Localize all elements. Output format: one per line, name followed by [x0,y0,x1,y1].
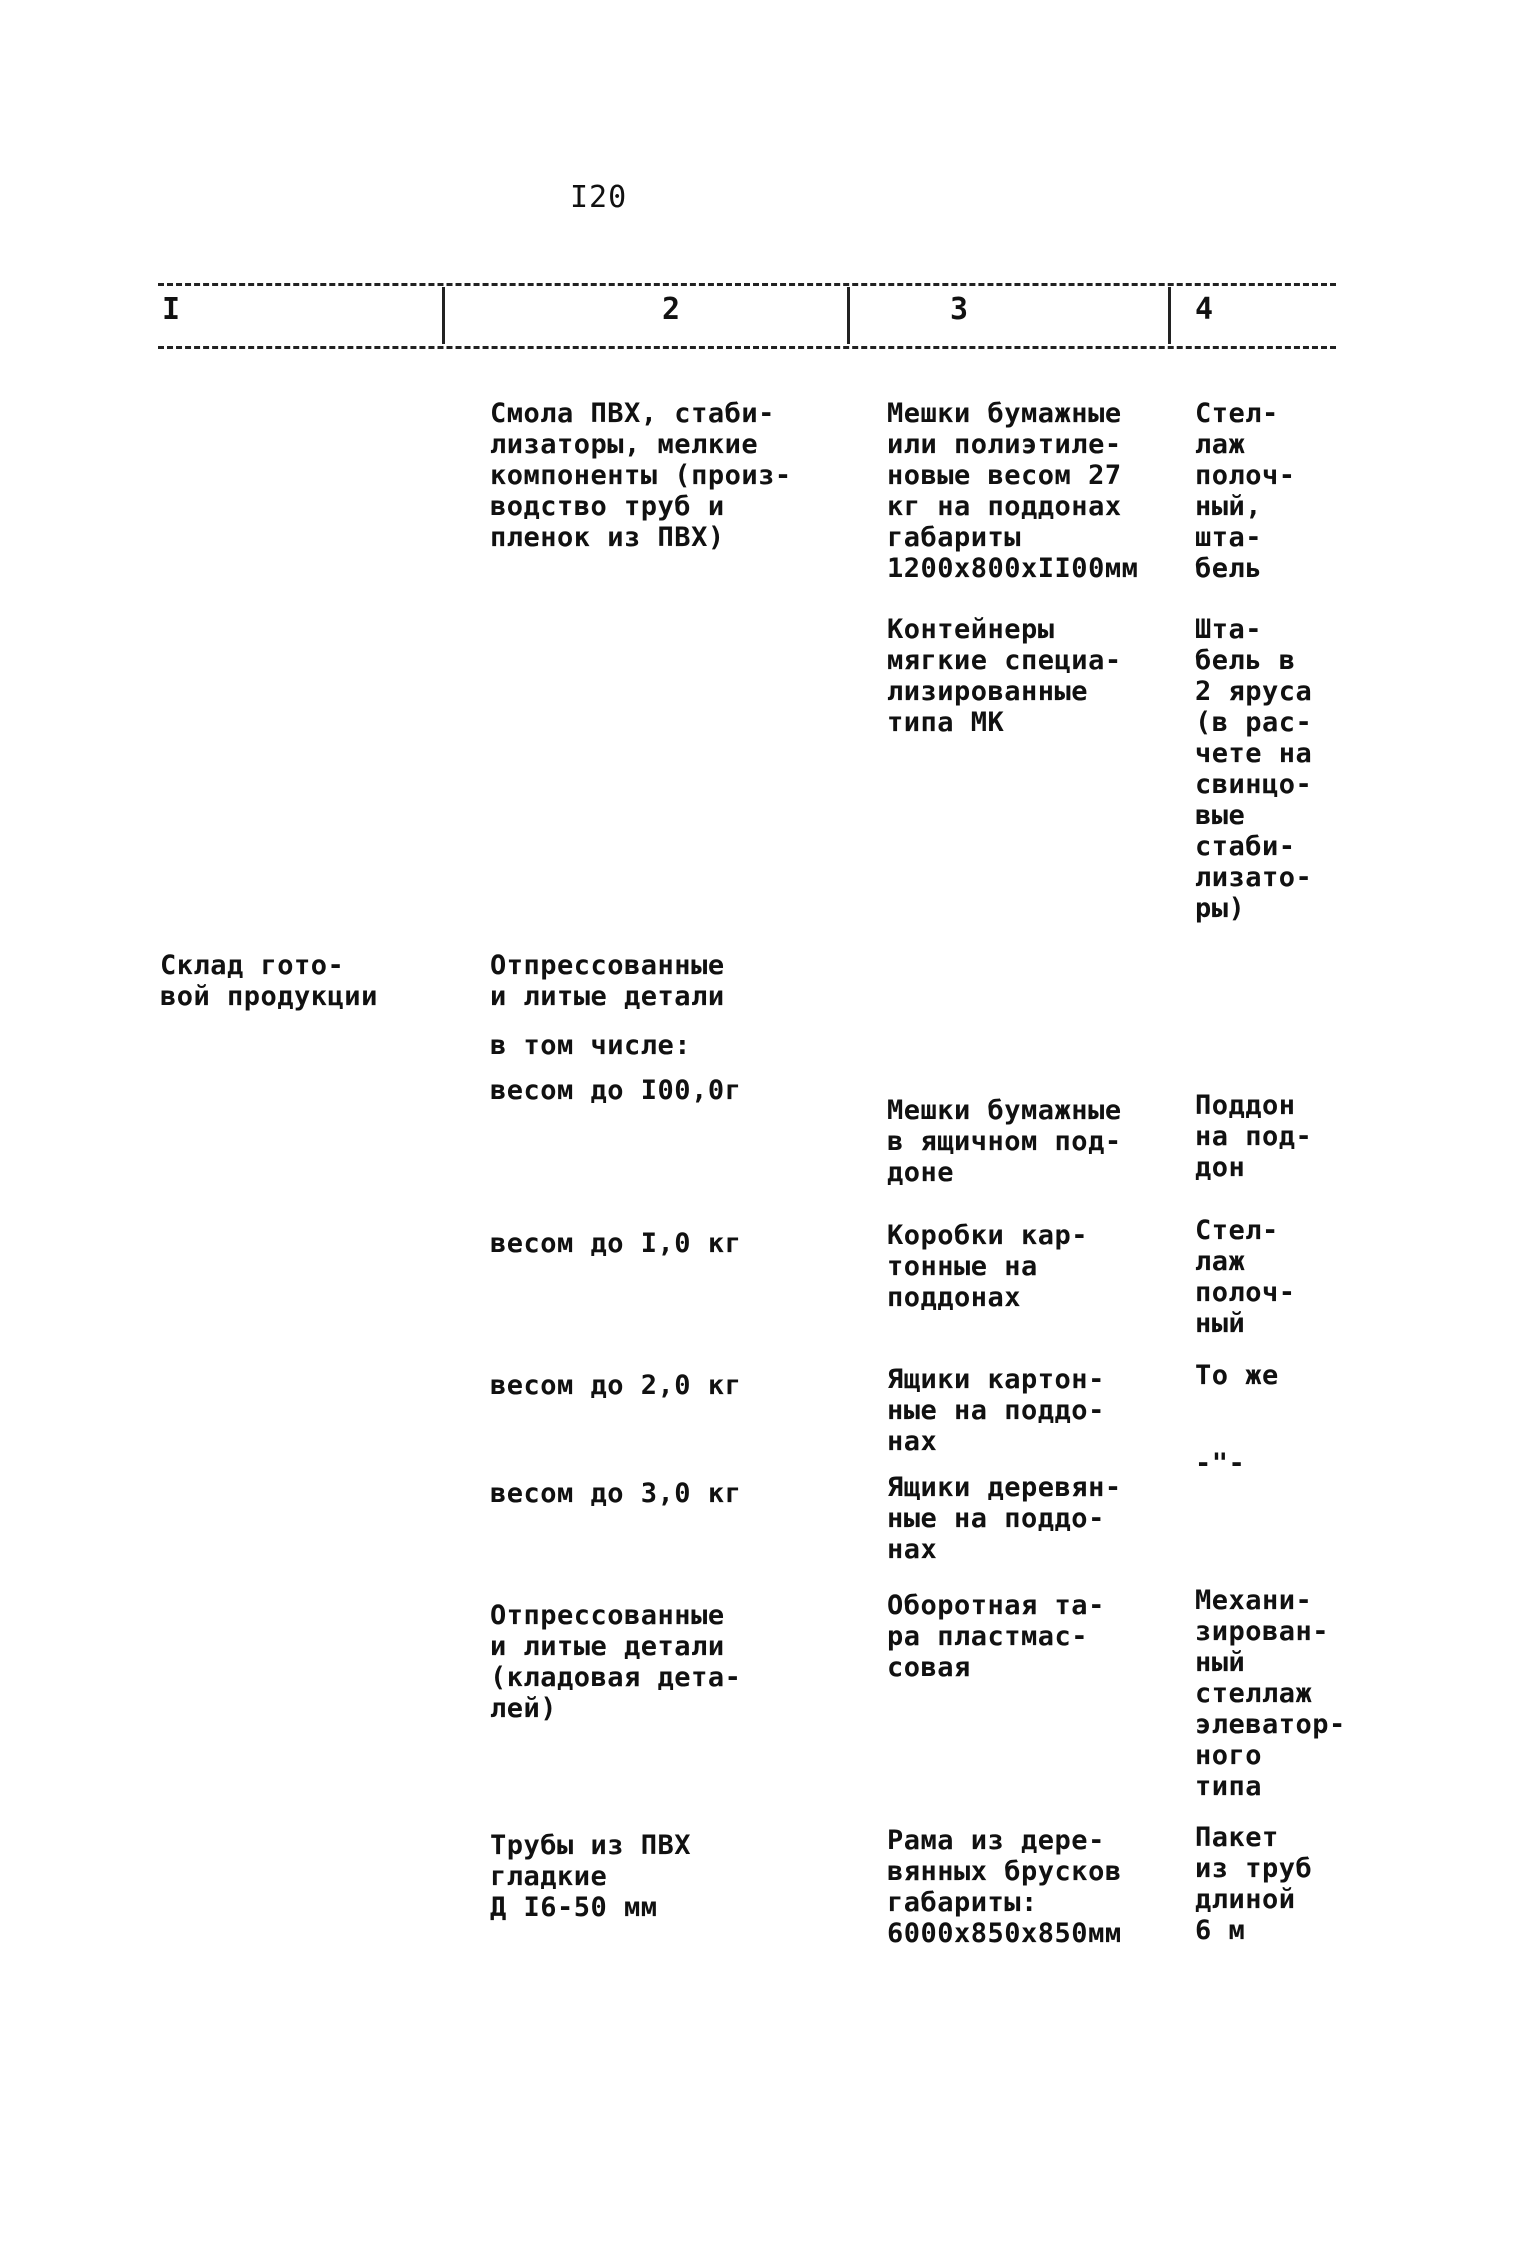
table-cell-storage: Шта- бель в 2 яруса (в рас- чете на свинцо- вые стаби- лизато- ры) [1195,614,1313,924]
column-separator [442,287,445,344]
table-cell-packaging: Ящики картон- ные на поддо- нах [887,1364,1105,1457]
table-cell-subheading: в том числе: [490,1030,692,1061]
table-cell-storage: Пакет из труб длиной 6 м [1195,1822,1313,1946]
table-cell-storage: Механи- зирован- ный стеллаж элеватор- ного типа [1195,1585,1346,1802]
table-header-bottom-rule [158,346,1336,349]
column-header-4: 4 [1195,292,1214,327]
column-header-3: 3 [950,292,969,327]
table-cell-packaging: Мешки бумажные в ящичном под- доне [887,1095,1122,1188]
table-cell-storage: Стел- лаж полоч- ный, шта- бель [1195,398,1296,584]
table-cell-material: Трубы из ПВХ гладкие Д I6-50 мм [490,1830,692,1923]
table-cell-packaging: Оборотная та- ра пластмас- совая [887,1590,1105,1683]
table-cell-packaging: Контейнеры мягкие специа- лизированные типа МК [887,614,1122,738]
table-cell-material: весом до I00,0г [490,1075,742,1106]
table-top-rule [158,283,1336,286]
table-cell-material: весом до I,0 кг [490,1228,742,1259]
column-header-1: I [162,292,181,327]
table-cell-material: Отпрессованные и литые детали [490,950,725,1012]
table-cell-material: Смола ПВХ, стаби- лизаторы, мелкие компоненты (произ- водство труб и пленок из ПВХ) [490,398,792,553]
table-cell-storage: -"- [1195,1448,1246,1479]
column-header-2: 2 [662,292,681,327]
table-cell-material: весом до 3,0 кг [490,1478,742,1509]
table-cell-area: Склад гото- вой продукции [160,950,378,1012]
table-cell-storage: То же [1195,1360,1279,1391]
page-number: I20 [570,180,628,215]
table-cell-packaging: Коробки кар- тонные на поддонах [887,1220,1089,1313]
table-cell-packaging: Ящики деревян- ные на поддо- нах [887,1472,1122,1565]
table-cell-storage: Стел- лаж полоч- ный [1195,1215,1296,1339]
table-cell-storage: Поддон на под- дон [1195,1090,1313,1183]
column-separator [1168,287,1171,344]
table-cell-packaging: Мешки бумажные или полиэтиле- новые весом 27 кг на поддонах габариты 1200x800xII00мм [887,398,1139,584]
column-separator [847,287,850,344]
table-cell-material: Отпрессованные и литые детали (кладовая дета- лей) [490,1600,742,1724]
table-cell-material: весом до 2,0 кг [490,1370,742,1401]
table-cell-packaging: Рама из дере- вянных брусков габариты: 6000x850x850мм [887,1825,1122,1949]
